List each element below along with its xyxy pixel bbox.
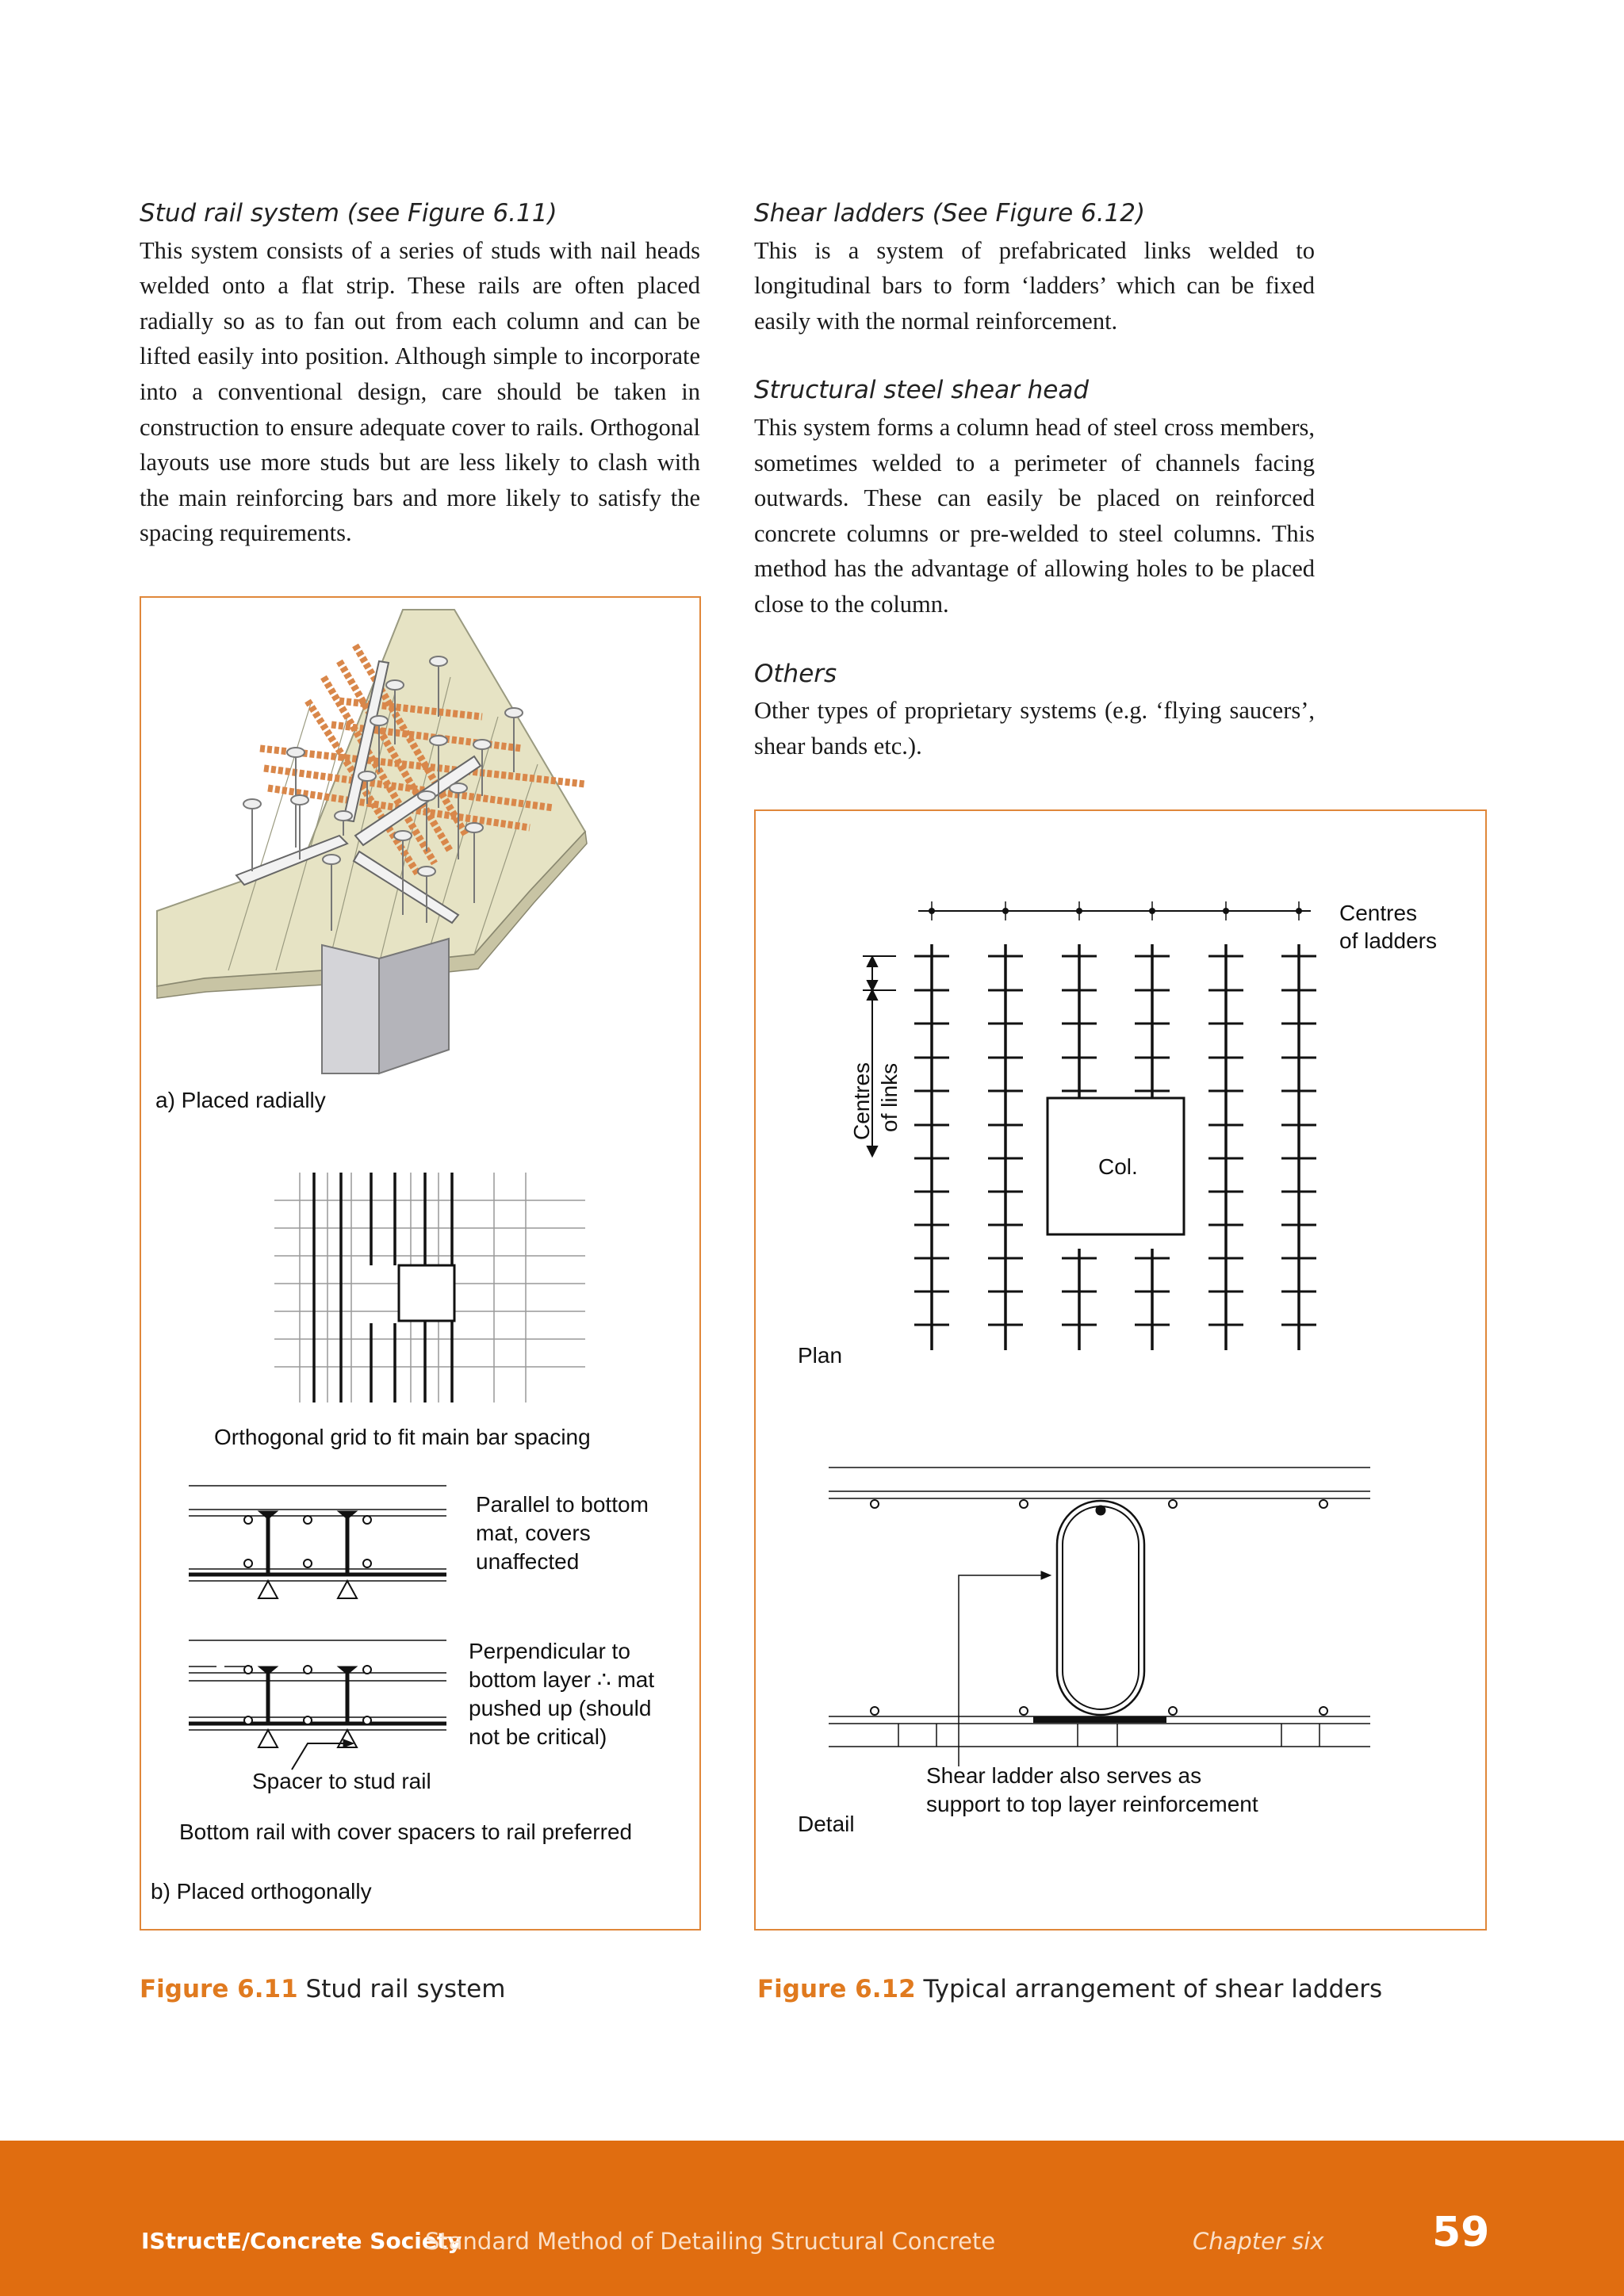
figure-6-11-drawing: [141, 598, 699, 1929]
shear-ladder-detail-section: [829, 1468, 1370, 1766]
shear-ladders-paragraph: This is a system of prefabricated links welded to longitudinal bars to form ‘ladders’ which can be fixed easily with the normal reinforcement.: [754, 236, 1315, 335]
plan-label: Plan: [798, 1343, 843, 1368]
perpendicular-note-line-4: not be critical): [469, 1724, 607, 1749]
centres-of-ladders-line-2: of ladders: [1339, 928, 1437, 953]
parallel-note-line-3: unaffected: [476, 1549, 580, 1574]
grid-caption: Orthogonal grid to fit main bar spacing: [214, 1425, 591, 1449]
radial-stud-rail-illustration: [157, 610, 587, 1073]
shear-head-heading: Structural steel shear head: [754, 376, 1090, 405]
perpendicular-section-diagram: [189, 1640, 446, 1770]
page-number: 59: [1432, 2209, 1490, 2256]
figure-6-11-title: Stud rail system: [305, 1975, 506, 2003]
right-column: [754, 200, 1315, 802]
orthogonal-grid-diagram: [274, 1173, 585, 1402]
footer-publication: Standard Method of Detailing Structural Concrete: [425, 2228, 996, 2255]
ladder-note-line-1: Shear ladder also serves as: [926, 1763, 1202, 1788]
perpendicular-note-line-3: pushed up (should: [469, 1696, 652, 1720]
shear-head-paragraph: This system forms a column head of steel cross members, sometimes welded to a perimeter of channels facing outwards. These can easily be placed on reinforced concrete columns or pre-welded to steel columns. This method has the advantage of allowing holes to be placed close to the column.: [754, 414, 1315, 618]
perpendicular-note-line-2: bottom layer ∴ mat: [469, 1667, 655, 1692]
perpendicular-note-line-1: Perpendicular to: [469, 1639, 630, 1663]
left-column: [140, 200, 700, 589]
stud-rail-paragraph: This system consists of a series of studs with nail heads welded onto a flat strip. These rails are often placed radially so as to fan out from each column and can be lifted easily into position. Although simple to incorporate into a conventional design, care should be taken in construction to ensure adequate cover to rails. Orthogonal layouts use more studs but are less likely to clash with the main reinforcing bars and more likely to satisfy the spacing requirements.: [140, 236, 700, 547]
figure-6-11-caption: [140, 1975, 505, 2003]
figure-6-12-caption: [757, 1975, 1382, 2003]
detail-label: Detail: [798, 1812, 855, 1836]
parallel-note-line-1: Parallel to bottom: [476, 1492, 649, 1517]
figure-6-11-number: Figure 6.11: [140, 1975, 298, 2003]
footer-organisation: IStructE/Concrete Society: [141, 2228, 462, 2254]
bottom-rail-note: Bottom rail with cover spacers to rail preferred: [179, 1820, 633, 1844]
figure-6-12-drawing: [756, 811, 1485, 1929]
ladder-note-line-2: support to top layer reinforcement: [926, 1792, 1258, 1816]
page-footer: [0, 2141, 1624, 2296]
label-placed-orthogonally: b) Placed orthogonally: [151, 1879, 372, 1904]
column-label: Col.: [1098, 1154, 1138, 1179]
shear-ladder-plan: [863, 901, 1316, 1350]
stud-rail-heading: Stud rail system (see Figure 6.11): [140, 199, 557, 228]
parallel-note-line-2: mat, covers: [476, 1521, 591, 1545]
centres-of-ladders-line-1: Centres: [1339, 901, 1418, 925]
figure-6-12-frame: [754, 809, 1487, 1931]
figure-6-12-number: Figure 6.12: [757, 1975, 916, 2003]
footer-chapter: Chapter six: [1193, 2228, 1324, 2255]
centres-of-links-line-1: Centres: [849, 1062, 874, 1140]
figure-6-11-frame: [140, 596, 701, 1931]
parallel-section-diagram: [189, 1486, 446, 1598]
label-placed-radially: a) Placed radially: [155, 1088, 326, 1112]
spacer-label: Spacer to stud rail: [252, 1769, 431, 1793]
figure-6-12-title: Typical arrangement of shear ladders: [923, 1975, 1383, 2003]
others-paragraph: Other types of proprietary systems (e.g. ‘flying saucers’, shear bands etc.).: [754, 697, 1315, 760]
shear-ladders-heading: Shear ladders (See Figure 6.12): [754, 199, 1146, 228]
centres-of-links-line-2: of links: [877, 1062, 902, 1132]
others-heading: Others: [754, 659, 837, 688]
